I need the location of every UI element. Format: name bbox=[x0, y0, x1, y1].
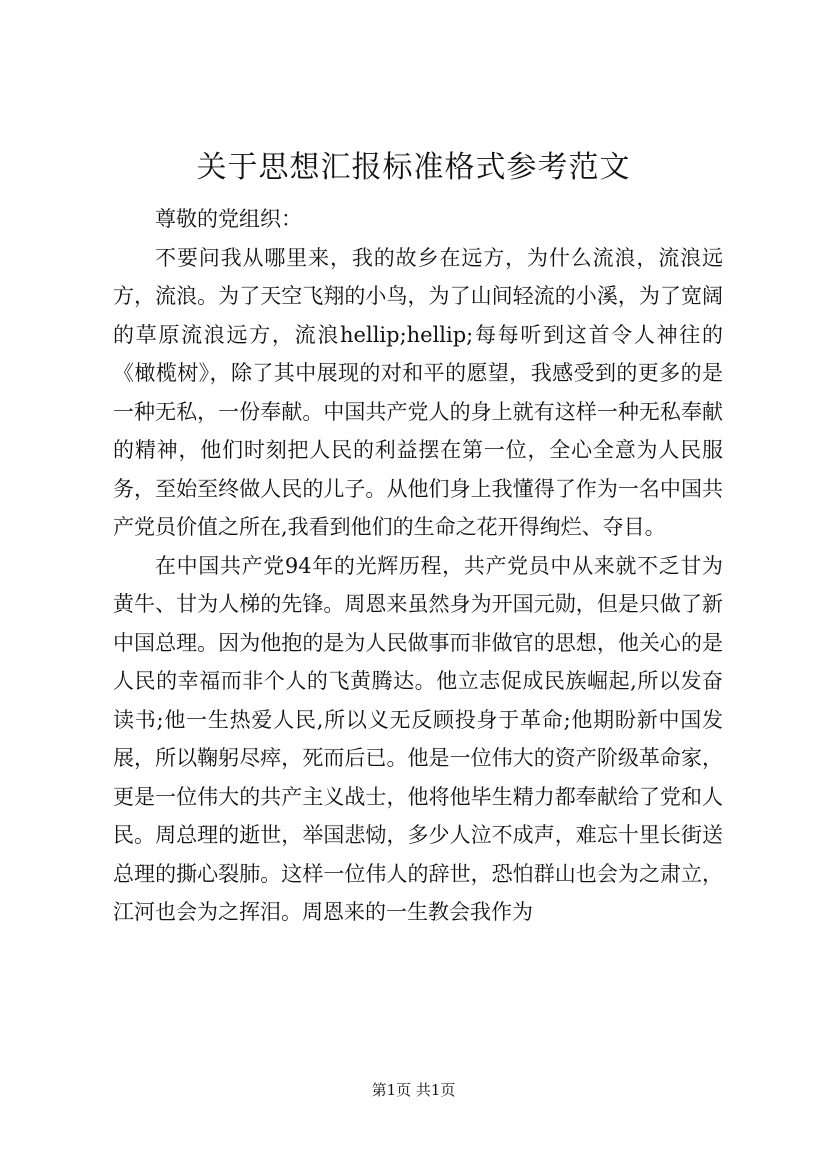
page-number-footer: 第1页 共1页 bbox=[371, 1081, 456, 1099]
document-title: 关于思想汇报标准格式参考范文 bbox=[196, 150, 631, 185]
document-body bbox=[113, 200, 723, 932]
body-paragraph: 在中国共产党94年的光辉历程，共产党员中从来就不乏甘为黄牛、甘为人梯的先锋。周恩来虽然身为开国元勋，但是只做了新中国总理。因为他抱的是为人民做事而非做官的思想，他关心的是人民的幸福而非个人的飞黄腾达。他立志促成民族崛起,所以发奋读书;他一生热爱人民,所以义无反顾投身于革命;他期盼新中国发展，所以鞠躬尽瘁，死而后已。他是一位伟大的资产阶级革命家，更是一位伟大的共产主义战士，他将他毕生精力都奉献给了党和人民。周总理的逝世，举国悲恸，多少人泣不成声，难忘十里长街送总理的撕心裂肺。这样一位伟人的辞世，恐怕群山也会为之肃立，江河也会为之挥泪。周恩来的一生教会我作为 bbox=[113, 553, 723, 924]
body-paragraph: 不要问我从哪里来，我的故乡在远方，为什么流浪，流浪远方，流浪。为了天空飞翔的小鸟，为了山间轻流的小溪，为了宽阔的草原流浪远方，流浪hellip;hellip;每每听到这首令人神往的《橄榄树》，除了其中展现的对和平的愿望，我感受到的更多的是一种无私，一份奉献。中国共产党人的身上就有这样一种无私奉献的精神，他们时刻把人民的利益摆在第一位，全心全意为人民服务，至始至终做人民的儿子。从他们身上我懂得了作为一名中国共产党员价值之所在,我看到他们的生命之花开得绚烂、夺目。 bbox=[113, 245, 723, 539]
salutation: 尊敬的党组织： bbox=[155, 207, 302, 231]
